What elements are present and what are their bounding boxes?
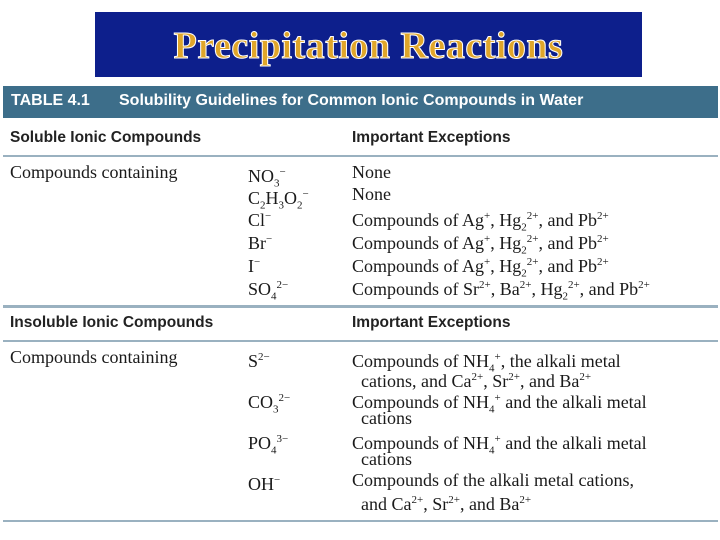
soluble-label: Compounds containing: [10, 162, 178, 182]
insoluble-header: Insoluble Ionic Compounds: [10, 314, 214, 331]
soluble-ion: I−: [248, 256, 261, 276]
table-caption: Solubility Guidelines for Common Ionic Compounds in Water: [119, 92, 584, 109]
soluble-ion: $SO_4^{2-}$: [248, 279, 289, 303]
soluble-header: Soluble Ionic Compounds: [10, 129, 202, 146]
insoluble-ion: $CO_3^{2-}$: [248, 392, 291, 416]
insoluble-exception-line2: and $Ca^{2+}$, $Sr^{2+}$, and $Ba^{2+}$: [361, 494, 532, 514]
insoluble-exception-line1: Compounds of $NH_4^+$ and the alkali metal: [352, 433, 647, 457]
insoluble-exception-line1: Compounds of $NH_4^+$, the alkali metal: [352, 351, 621, 375]
table-caption-bar: [3, 86, 718, 118]
insoluble-exception-line2: cations: [361, 449, 412, 469]
bottom-rule: [3, 520, 718, 522]
soluble-ion: Cl−: [248, 210, 272, 230]
soluble-exception: Compounds of Ag+, $Hg_2^{2+}$, and $Pb^{2+}$: [352, 233, 609, 257]
section-divider: [3, 305, 718, 308]
divider: [3, 155, 718, 157]
table-number: TABLE 4.1: [11, 92, 90, 109]
slide-title: Precipitation Reactions: [173, 25, 564, 67]
insoluble-ion: $S^{2-}$: [248, 351, 270, 371]
soluble-exception: Compounds of Ag+, $Hg_2^{2+}$, and $Pb^{2+}$: [352, 210, 609, 234]
insoluble-ion: $PO_4^{3-}$: [248, 433, 289, 457]
soluble-ion: $C_2H_3O_2^-$: [248, 188, 309, 212]
soluble-exception: Compounds of Ag+, $Hg_2^{2+}$, and $Pb^{2+}$: [352, 256, 609, 280]
divider: [3, 340, 718, 342]
insoluble-exception-line1: Compounds of the alkali metal cations,: [352, 470, 634, 490]
soluble-exception: None: [352, 184, 391, 204]
insoluble-exception-line2: cations: [361, 408, 412, 428]
insoluble-exception-line1: Compounds of $NH_4^+$ and the alkali metal: [352, 392, 647, 416]
soluble-ion: $NO_3^-$: [248, 166, 286, 190]
soluble-exception: None: [352, 162, 391, 182]
insoluble-exceptions-header: Important Exceptions: [352, 314, 511, 331]
soluble-exceptions-header: Important Exceptions: [352, 129, 511, 146]
soluble-ion: Br−: [248, 233, 273, 253]
insoluble-label: Compounds containing: [10, 347, 178, 367]
soluble-exception: Compounds of $Sr^{2+}$, $Ba^{2+}$, $Hg_2^{2+}$, and $Pb^{2+}$: [352, 279, 650, 303]
slide-title-banner: [95, 12, 642, 77]
insoluble-exception-line2: cations, and $Ca^{2+}$, $Sr^{2+}$, and $Ba^{2+}$: [361, 371, 592, 391]
insoluble-ion: OH−: [248, 474, 281, 494]
